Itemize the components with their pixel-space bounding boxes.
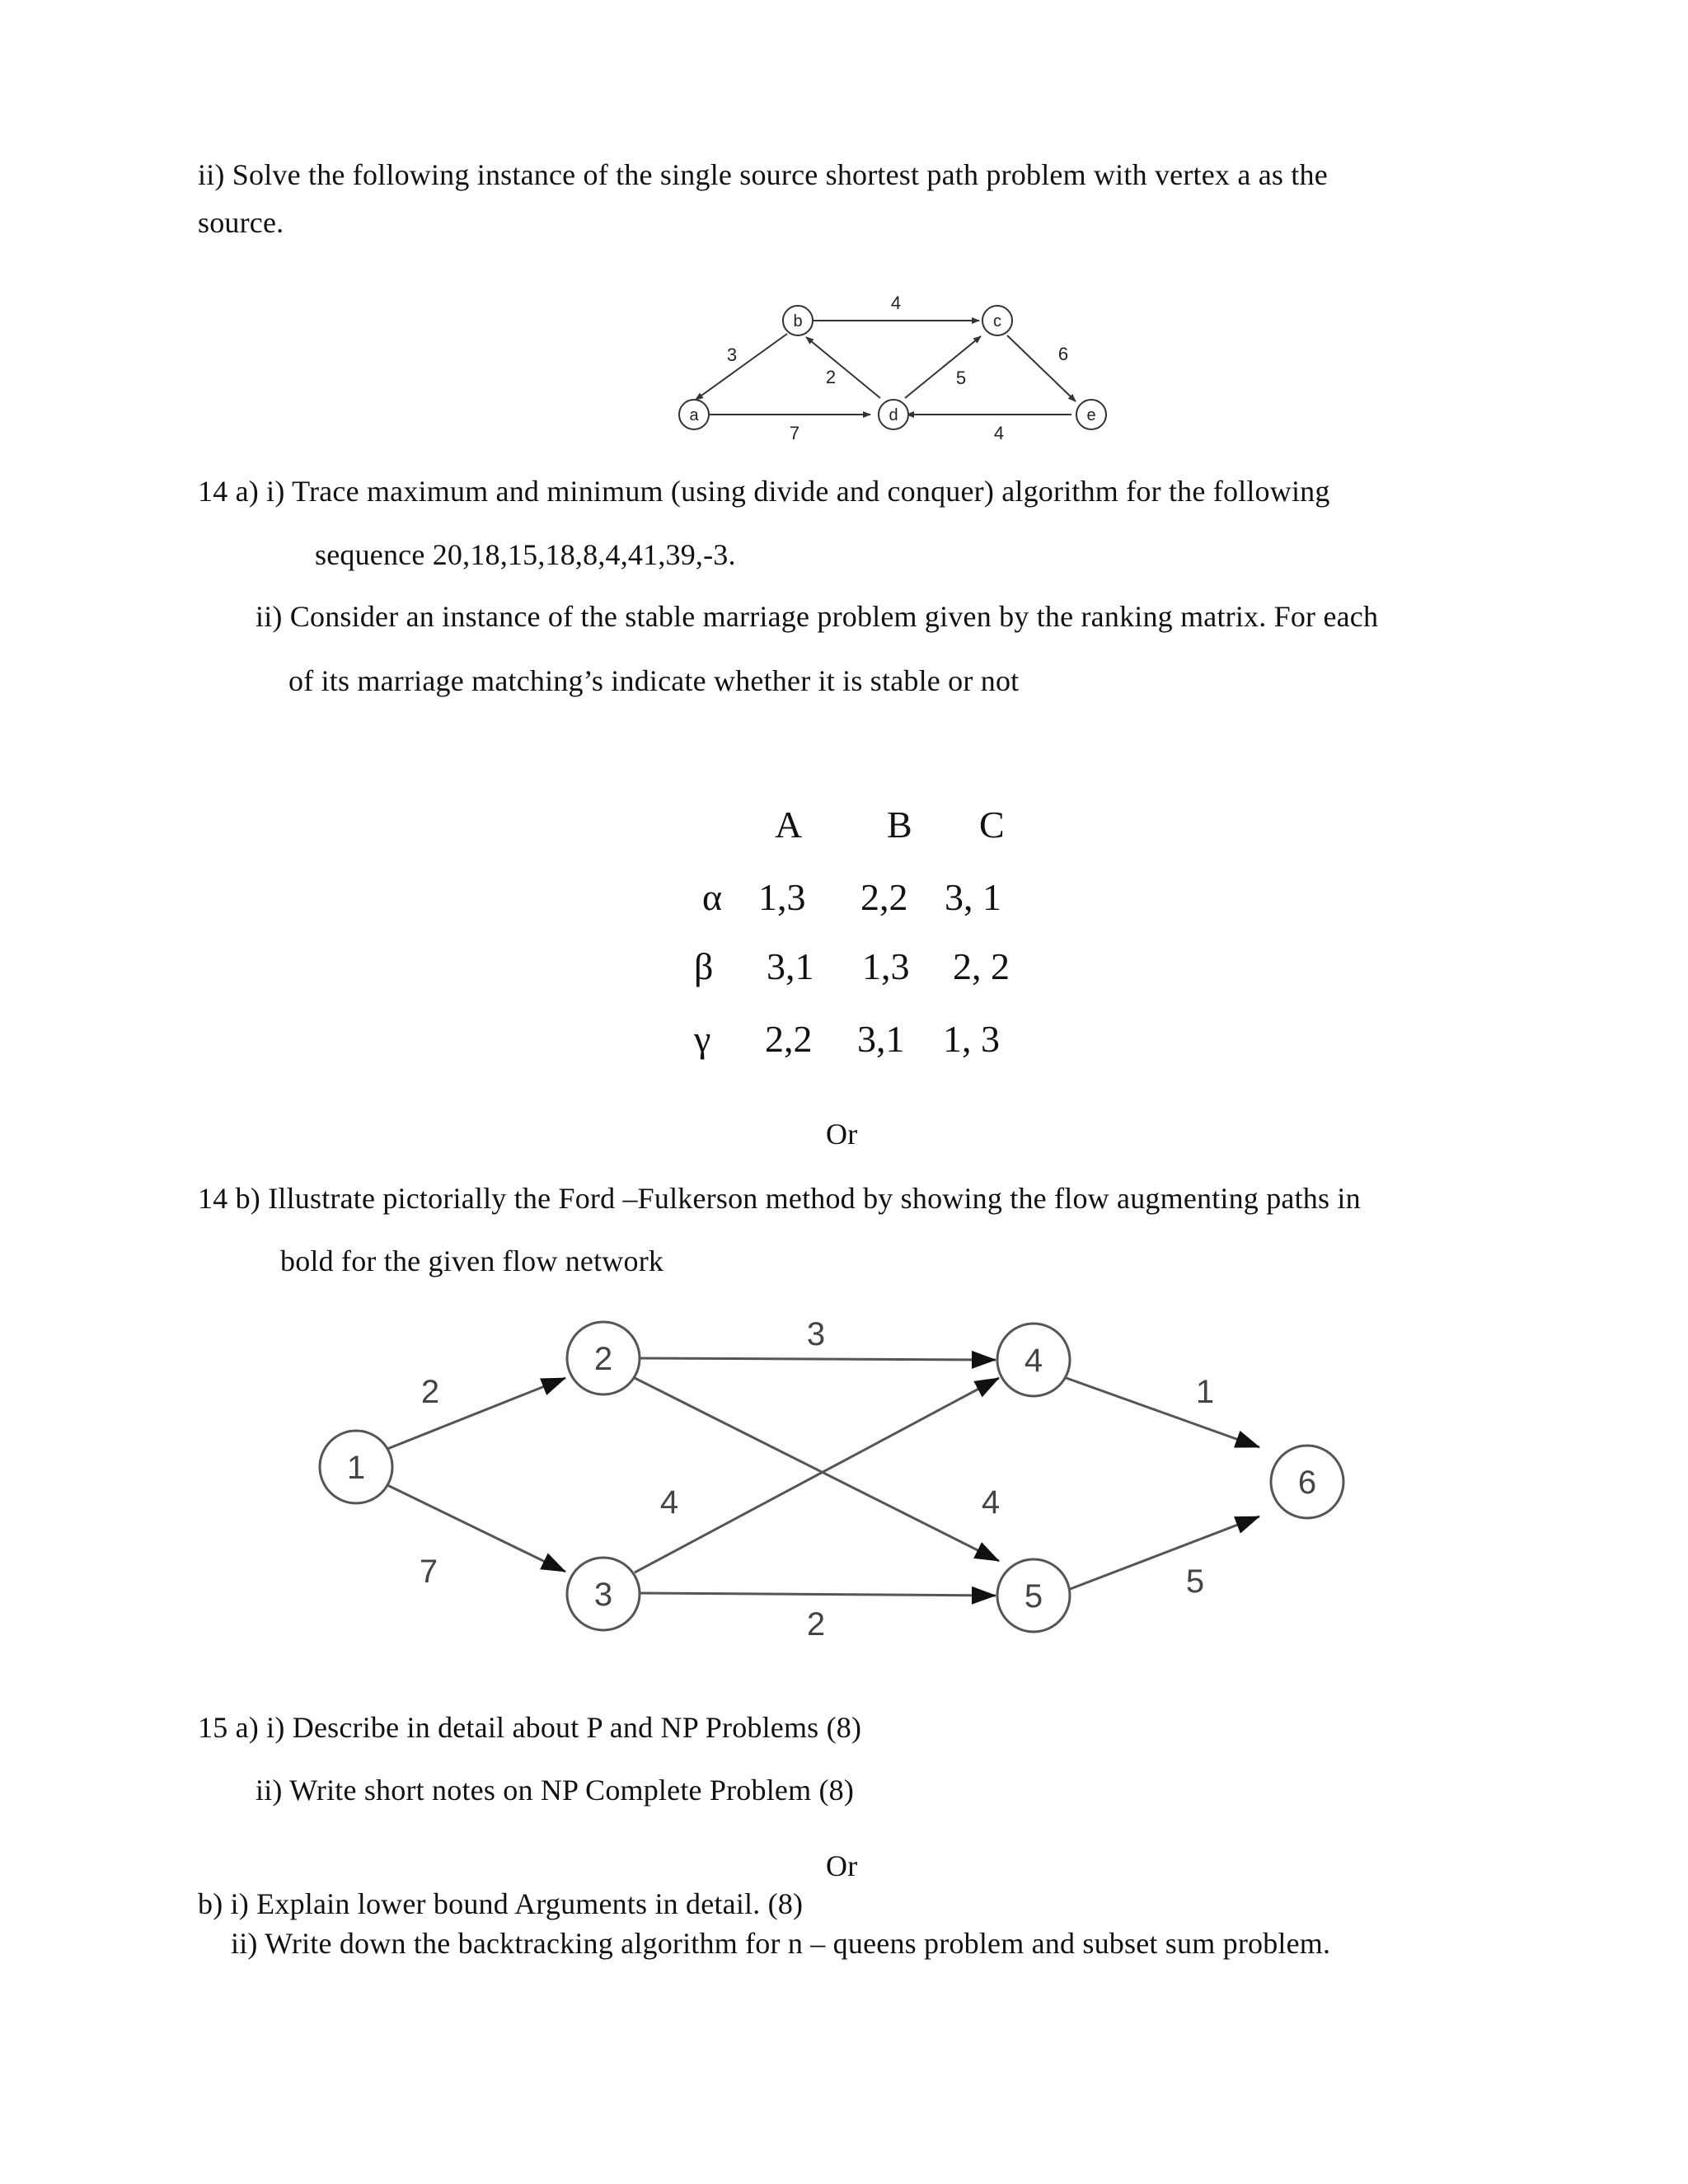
capacity-1-3: 7 xyxy=(419,1554,438,1590)
capacity-5-6: 5 xyxy=(1185,1563,1205,1600)
edge-5-6 xyxy=(1062,1516,1259,1592)
q14a-i-line2: sequence 20,18,15,18,8,4,41,39,-3. xyxy=(315,538,736,571)
edge-1-2 xyxy=(387,1378,565,1449)
q15a-ii: ii) Write short notes on NP Complete Problem (8) xyxy=(256,1774,855,1807)
node-label-4: 4 xyxy=(1024,1343,1043,1379)
q15a-i: 15 a) i) Describe in detail about P and NP Problems (8) xyxy=(198,1711,862,1744)
capacity-2-5: 4 xyxy=(981,1484,1001,1521)
matrix-cell: 2,2 xyxy=(860,876,908,918)
matrix-row-label-alpha: α xyxy=(702,876,723,918)
or-divider-2: Or xyxy=(826,1849,858,1882)
edge-4-6 xyxy=(1062,1376,1259,1447)
matrix-cell: 3,1 xyxy=(857,1018,905,1060)
edge-3-4 xyxy=(635,1378,999,1572)
shortest-path-graph xyxy=(659,284,1137,449)
edge-2-5 xyxy=(635,1378,999,1561)
matrix-cell: 1,3 xyxy=(862,945,910,987)
matrix-cell: 2,2 xyxy=(765,1018,813,1060)
flow-network-graph xyxy=(297,1302,1368,1665)
node-label-d: d xyxy=(889,406,898,424)
weight-e-d: 4 xyxy=(993,423,1005,443)
edge-b-a xyxy=(696,334,787,400)
matrix-cell: 1,3 xyxy=(758,876,806,918)
capacity-3-4: 4 xyxy=(659,1484,679,1521)
node-label-b: b xyxy=(793,312,803,330)
q14b-line1: 14 b) Illustrate pictorially the Ford –Fulkerson method by showing the flow augmenting paths in xyxy=(198,1182,1361,1215)
capacity-4-6: 1 xyxy=(1195,1374,1215,1410)
matrix-row-label-gamma: γ xyxy=(694,1018,711,1060)
q14a-ii-line1: ii) Consider an instance of the stable marriage problem given by the ranking matrix. For each xyxy=(256,600,1379,633)
node-label-5: 5 xyxy=(1024,1578,1043,1615)
capacity-3-5: 2 xyxy=(806,1606,826,1643)
edge-1-3 xyxy=(387,1485,565,1572)
matrix-cell: 3,1 xyxy=(767,945,814,987)
matrix-col-a: A xyxy=(775,804,803,846)
node-label-c: c xyxy=(993,312,1001,330)
or-divider: Or xyxy=(826,1118,858,1151)
weight-b-a: 3 xyxy=(726,344,738,365)
edge-2-4 xyxy=(640,1358,996,1360)
edge-d-b xyxy=(806,337,880,398)
node-label-1: 1 xyxy=(346,1450,366,1486)
q15b-ii: ii) Write down the backtracking algorithm for n – queens problem and subset sum problem. xyxy=(231,1927,1331,1960)
matrix-row-label-beta: β xyxy=(694,945,714,987)
weight-b-c: 4 xyxy=(890,293,902,313)
node-label-e: e xyxy=(1086,406,1096,424)
node-label-a: a xyxy=(689,406,699,424)
q14a-i-line1: 14 a) i) Trace maximum and minimum (using divide and conquer) algorithm for the following xyxy=(198,475,1330,508)
weight-d-b: 2 xyxy=(825,367,837,387)
q13b-ii-line1: ii) Solve the following instance of the single source shortest path problem with vertex a as the xyxy=(198,158,1328,191)
node-label-3: 3 xyxy=(593,1577,613,1613)
node-label-2: 2 xyxy=(593,1341,613,1377)
weight-a-d: 7 xyxy=(789,423,800,443)
edge-d-c xyxy=(905,336,981,398)
q14b-line2: bold for the given flow network xyxy=(280,1244,664,1277)
matrix-col-c: C xyxy=(979,804,1005,846)
edge-3-5 xyxy=(640,1593,996,1596)
matrix-cell: 1, 3 xyxy=(943,1018,1000,1060)
weight-c-e: 6 xyxy=(1057,344,1069,364)
matrix-cell: 3, 1 xyxy=(945,876,1001,918)
weight-d-c: 5 xyxy=(955,368,967,388)
q15b-i: b) i) Explain lower bound Arguments in detail. (8) xyxy=(198,1887,804,1920)
capacity-2-4: 3 xyxy=(806,1316,826,1352)
matrix-cell: 2, 2 xyxy=(953,945,1010,987)
node-label-6: 6 xyxy=(1297,1465,1317,1501)
capacity-1-2: 2 xyxy=(420,1374,440,1410)
q13b-ii-line2: source. xyxy=(198,206,284,239)
matrix-col-b: B xyxy=(887,804,912,846)
q14a-ii-line2: of its marriage matching’s indicate whether it is stable or not xyxy=(288,664,1020,697)
